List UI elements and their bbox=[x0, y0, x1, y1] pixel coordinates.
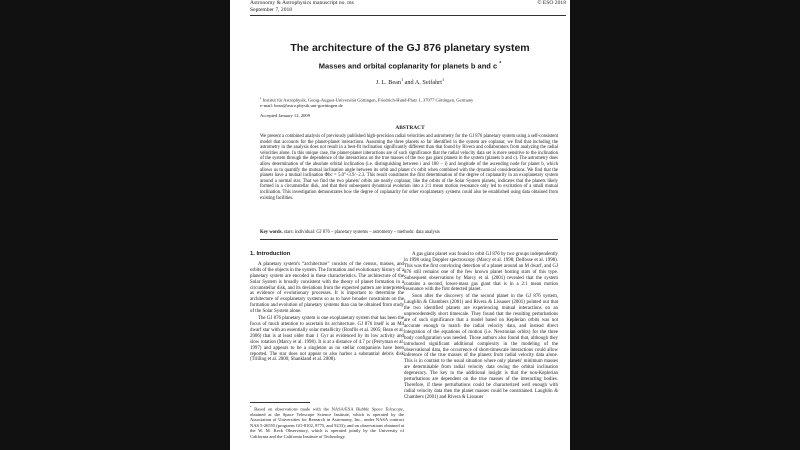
manuscript-date: September 7, 2018 bbox=[250, 7, 293, 13]
author-affil-mark: 1 bbox=[441, 77, 445, 82]
keywords-text: stars: individual: GJ 876 – planetary systems – astrometry – methods: data analysis bbox=[283, 230, 440, 235]
subtitle-text: Masses and orbital coplanarity for planets b and c bbox=[318, 61, 498, 71]
affiliation bbox=[260, 96, 560, 109]
running-header bbox=[250, 0, 566, 14]
author-name: J. L. Bean bbox=[375, 79, 401, 87]
footnote-text: Based on observations made with the NASA/ESA bbox=[254, 406, 354, 412]
paper-page bbox=[230, 0, 570, 450]
body-paragraph: Soon after the discovery of the second planet in the GJ 876 system, Laughlin & Chambers (2001) and Rivera & Lissauer (2001) pointed out that the two identified planets are experiencing mutual interactions on an unprecedentedly short timescale. They found that the resulting perturbations are of such significance that a model based on Keplerian orbits was not accurate enough to match the radial velocity data, and instead direct integration of the equations of motion (i.e. Newtonian orbits) for the three body configuration was needed. Those authors also found that, although they introduced significant additional complexity in the modeling of the observational data, the occurrence of short-timescale interactions could allow inference of the true masses of the planets from radial velocity data alone. This is in contrast to the usual situation where only planets' minimum masses are determinable from radial velocity data owing the orbital inclination degeneracy. The key to the additional insight is that the non-Keplerian perturbations are dependent on the true masses of the interacting bodies. Therefore, if these perturbations could be characterized well enough with radial velocity data then the planet masses could be constrained. Laughlin & Chambers (2001) and Rivera & Lissauer bbox=[404, 294, 558, 400]
paper-subtitle bbox=[240, 61, 570, 71]
affiliation-address: Institut für Astrophysik, Georg-August-Universität Göttingen, Friedrich-Hund-Platz 1, 37077 Göttingen, Germany bbox=[262, 97, 474, 103]
header-rule bbox=[250, 15, 566, 16]
section-heading: 1. Introduction bbox=[250, 251, 291, 257]
footnote-rule bbox=[250, 402, 310, 403]
author-separator: and bbox=[404, 79, 414, 87]
affiliation-email[interactable]: e-mail: bean@astro.physik.uni-goettingen.de bbox=[260, 103, 343, 109]
accepted-date: Accepted January 12, 2009 bbox=[260, 113, 311, 118]
footnote-text: , obtained at the Space Telescope Science Institute, which is operated by the Association of Universities for Research in Astronomy, Inc., under NASA contract NAS 5-26555 (programs GO-8102, 8775, and 9233); and on observations obtained at the W. M. Keck Observatory, which is operated jointly by the University of California and the California Institute of Technology. bbox=[250, 406, 405, 439]
footnote bbox=[250, 405, 404, 439]
abstract-text: We present a combined analysis of previously published high-precision radial velocities and astrometry for the GJ 876 planetary system using a self-consistent model that accounts for the planet-planet interactions. Assuming the three planets so far identified in the system are coplanar, we find that including the astrometry in the analysis does not result in a best-fit inclination significantly different than that found by Rivera and collaborators from analyzing the radial velocities alone. In this unique case, the planet-planet interactions are of such significance that the radial velocity data set is more sensitive to the inclination of the system through the dependence of the interactions on the true masses of the two gas giant planets in the system (planets b and c). The astrometry does allow determination of the absolute orbital inclination (i.e. distinguishing between i and 180 − i) and longitude of the ascending node for planet b, which allows us to quantify the mutual inclination angle between its orbit and planet c's orbit when combined with the dynamical considerations. We find that the planets have a mutual inclination Φbc = 5.0°+3.9/−2.3. This result constitutes the first determination of the degree of coplanarity in an exoplanetary system around a normal star. That we find the two planets' orbits are nearly coplanar, like the orbits of the Solar System planets, indicates that the planets likely formed in a circumstellar disk, and that their subsequent dynamical evolution into a 2:1 mean motion resonance only led to excitation of a small mutual inclination. This investigation demonstrates how the degree of coplanarity for other exoplanetary systems could also be established using data obtained from existing facilities. bbox=[260, 134, 558, 201]
keywords-rule bbox=[260, 239, 558, 240]
keywords-label: Key words. bbox=[260, 230, 283, 235]
body-paragraph: The GJ 876 planetary system is one exoplanetary system that has been the focus of much attention to ascertain its architecture. GJ 876 itself is an M4 dwarf star with an essentially solar metallicity (Bonfils et al. 2005; Bean et al. 2006) that is at least older than 1 Gyr as evidenced by its low activity and slow rotation (Marcy et al. 1998). It is at a distance of 4.7 pc (Perryman et al. 1997) and appears to be a singleton as no stellar companions have been reported. The star does not appear to also harbor a substantial debris disk (Trilling et al. 2000; Shankland et al. 2008). bbox=[250, 316, 404, 363]
keywords bbox=[260, 230, 558, 235]
body-paragraph: A planetary system's “architecture” consists of the census, masses, and orbits of the objects in the system. The formation and evolutionary history of a planetary system are encoded in these characteristics. The architecture of the Solar System is broadly consistent with the theory of planet formation in a circumstellar disk, and its deviations from the expected pattern are interpreted as evidence of evolutionary processes. It is important to determine the architecture of exoplanetary systems so as to have broader constraints on the formation and evolution of planetary systems than can be obtained from study of the Solar System alone. bbox=[250, 261, 404, 315]
affiliation-mark: 1 bbox=[260, 96, 262, 100]
author-list bbox=[240, 77, 570, 86]
copyright: © ESO 2018 bbox=[537, 0, 566, 6]
footnote-italic: Hubble Space Telescope bbox=[356, 406, 403, 412]
paper-title: The architecture of the GJ 876 planetary system bbox=[290, 42, 530, 54]
footnote-mark: * bbox=[250, 405, 252, 409]
journal-name: Astronomy & Astrophysics manuscript no. ms bbox=[250, 0, 354, 6]
abstract-heading: ABSTRACT bbox=[395, 125, 425, 131]
subtitle-footnote-mark: * bbox=[499, 61, 502, 67]
author-affil-mark: 1 bbox=[400, 77, 404, 82]
body-paragraph: A gas giant planet was found to orbit GJ 876 by two groups independently in 1998 using Doppler spectroscopy (Marcy et al. 1998; Delfosse et al. 1998). This was the first convincing detection of a planet around an M dwarf, and GJ 876 still remains one of the few known planet hosting stars of this type. Subsequent observations by Marcy et al. (2001) revealed that the system contains a second, lower-mass gas giant that is in a 2:1 mean motion resonance with the first detected planet. bbox=[404, 252, 558, 293]
right-column bbox=[404, 252, 558, 402]
author-name: A. Seifahrt bbox=[414, 79, 442, 87]
left-column bbox=[250, 252, 404, 364]
